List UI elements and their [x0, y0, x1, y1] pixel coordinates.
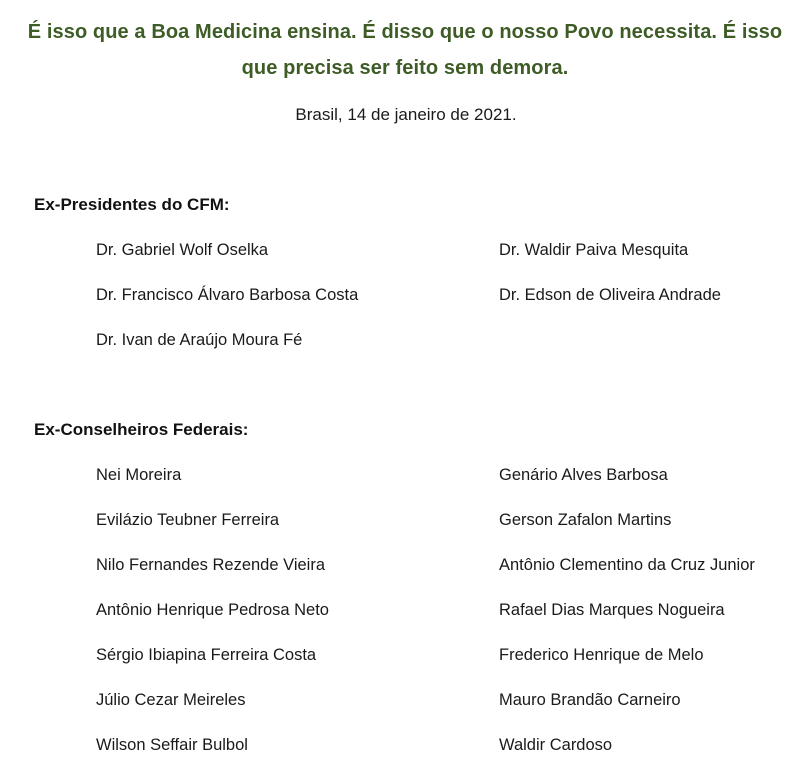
- signatory-name: Dr. Waldir Paiva Mesquita: [499, 241, 689, 259]
- signatory-name: Dr. Francisco Álvaro Barbosa Costa: [96, 286, 359, 304]
- signatory-name: Gerson Zafalon Martins: [499, 511, 672, 529]
- signatory-name: Dr. Edson de Oliveira Andrade: [499, 286, 721, 304]
- signatory-name: Genário Alves Barbosa: [499, 466, 668, 484]
- signatory-name: Evilázio Teubner Ferreira: [96, 511, 280, 529]
- signatory-name: Nei Moreira: [96, 466, 182, 484]
- signatory-name: Waldir Cardoso: [499, 736, 613, 754]
- signatory-name: Júlio Cezar Meireles: [96, 691, 246, 709]
- section-title-ex-presidentes: Ex-Presidentes do CFM:: [34, 195, 230, 214]
- section-title-ex-conselheiros: Ex-Conselheiros Federais:: [34, 420, 249, 439]
- signatory-name: Wilson Seffair Bulbol: [96, 736, 248, 754]
- dateline: Brasil, 14 de janeiro de 2021.: [295, 105, 517, 124]
- signatory-name: Dr. Gabriel Wolf Oselka: [96, 241, 269, 259]
- signatory-name: Antônio Clementino da Cruz Junior: [499, 556, 755, 574]
- signatory-name: Frederico Henrique de Melo: [499, 646, 704, 664]
- headline: É isso que a Boa Medicina ensina. É disso que o nosso Povo necessita. É isso que precisa ser feito sem demora.: [27, 21, 783, 79]
- signatory-name: Mauro Brandão Carneiro: [499, 691, 681, 709]
- signatory-name: Dr. Ivan de Araújo Moura Fé: [96, 331, 303, 349]
- signatory-name: Rafael Dias Marques Nogueira: [499, 601, 725, 619]
- signatory-name: Sérgio Ibiapina Ferreira Costa: [96, 646, 317, 664]
- signatory-name: Nilo Fernandes Rezende Vieira: [96, 556, 325, 574]
- signatory-name: Antônio Henrique Pedrosa Neto: [96, 601, 329, 619]
